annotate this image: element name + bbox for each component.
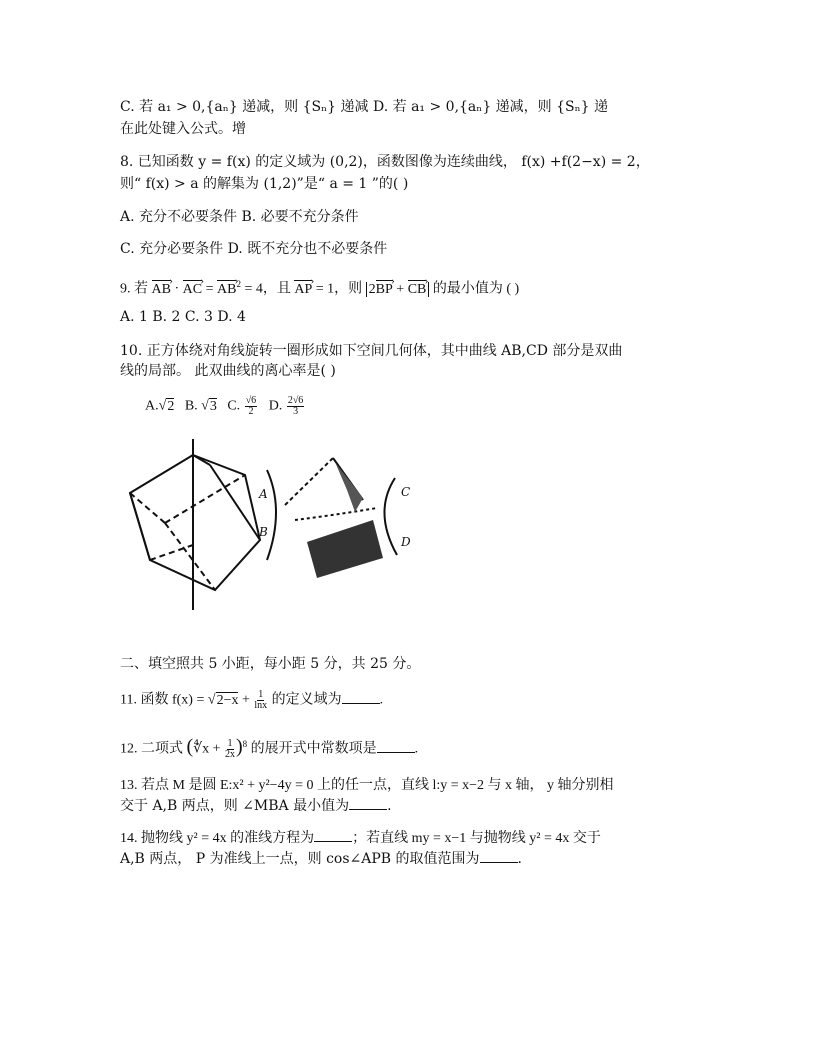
q14-line2: A,B 两点， P 为准线上一点，则 cos∠APB 的取值范围为 . [120,851,522,867]
formula-placeholder-line: 在此处键入公式。增 [120,121,246,137]
q8-line1: 8. 已知函数 y = f(x) 的定义域为 (0,2)，函数图像为连续曲线， f(x) +f(2−x) = 2， [120,154,650,170]
q10-options: A.√2 B. √3 C. $\frac{√6}{2}$ D. $\frac{2√6}{3}$ [145,395,304,417]
q14-line1: 14. 抛物线 y² = 4x 的准线方程为 ；若直线 my = x−1 与抛物线 y² = 4x 交于 [120,831,601,846]
q10-line2: 线的局部。 此双曲线的离心率是( ) [120,363,336,379]
section-2-heading: 二、填空照共 5 小距，每小距 5 分，共 25 分。 [120,656,421,672]
q11-line: 11. 函数 f(x) = √2−x + $\frac{1}{\ln x}$ 的定义域为 . [120,689,384,711]
q10-line1: 10. 正方体绕对角线旋转一圈形成如下空间几何体，其中曲线 AB,CD 部分是双曲 [120,343,623,359]
q9-options: A. 1 B. 2 C. 3 D. 4 [120,309,246,325]
hyperboloid-figure [255,450,415,590]
q13-line2: 交于 A,B 两点，则 ∠MBA 最小值为 . [120,798,392,814]
label-b: B [259,525,268,539]
q12-line: 12. 二项式 (∜x + $\frac{1}{2x}$ )$^8$ 的展开式中常数项是 . [120,735,419,760]
q8-options-1: A. 充分不必要条件 B. 必要不充分条件 [120,209,359,225]
q9-line: 9. 若 AB › · AC › = AB ›$^2$ = 4，且 AP › = 1，则 2BP › + CB › 的最小值为 ( ) [120,275,519,299]
shaded-face [307,520,383,578]
option-c-d-line: C. 若 a₁ > 0,{aₙ} 递减，则 {Sₙ} 递减 D. 若 a₁ > 0,{aₙ} 递减，则 {Sₙ} 递 [120,99,609,115]
q8-line2: 则“ f(x) > a 的解集为 (1,2)”是“ a = 1 ”的( ) [120,176,409,192]
q13-line1: 13. 若点 M 是圆 E:x² + y²−4y = 0 上的任一点，直线 l:y = x−2 与 x 轴， y 轴分别相 [120,778,614,793]
label-d: D [401,535,411,549]
label-a: A [259,487,268,501]
label-c: C [401,485,411,499]
q8-options-2: C. 充分必要条件 D. 既不充分也不必要条件 [120,241,388,257]
shaded-top [335,462,363,512]
